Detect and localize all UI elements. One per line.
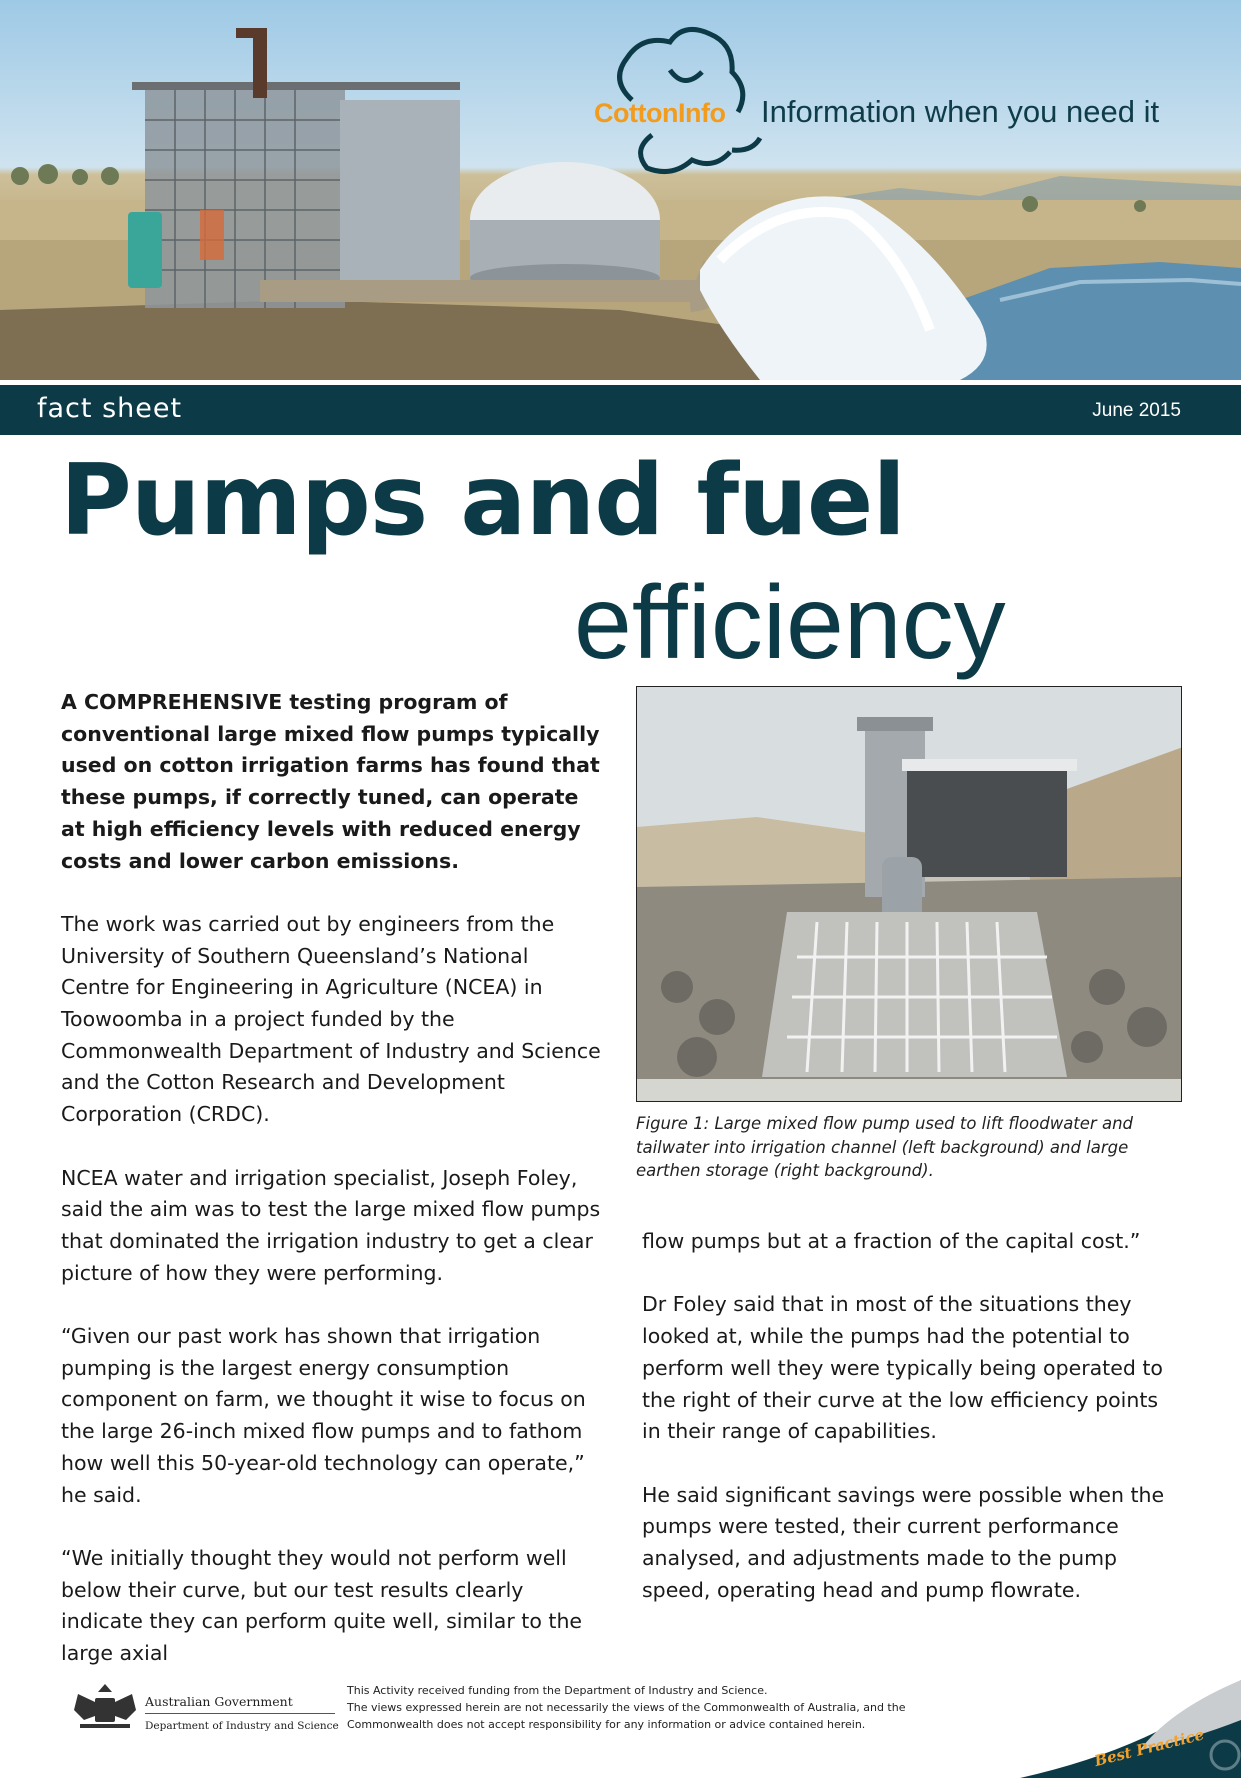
mixed-flow-pump-illustration: [637, 687, 1182, 1102]
gov-divider: [145, 1713, 335, 1714]
article-column-right: [642, 1226, 1182, 1638]
fact-sheet-band: [0, 385, 1241, 435]
body-paragraph: flow pumps but at a fraction of the capital cost.”: [642, 1229, 1141, 1253]
gov-department: Department of Industry and Science: [145, 1720, 339, 1732]
brand-logo-text: CottonInfo: [594, 98, 726, 128]
hero-photo: [0, 0, 1241, 380]
band-label: fact sheet: [37, 393, 183, 424]
figure-caption: Figure 1: Large mixed flow pump used to lift floodwater and tailwater into irrigation channel (left background) and large earthen storage (right background).: [636, 1114, 1133, 1180]
coat-of-arms-icon: [70, 1680, 140, 1740]
publication-date: June 2015: [1092, 400, 1181, 421]
brand-header: [592, 20, 1192, 180]
lead-paragraph: A COMPREHENSIVE testing program of conventional large mixed flow pumps typically used on cotton irrigation farms has found that these pumps, if correctly tuned, can operate at high efficiency levels with reduced energy costs and lower carbon emissions.: [61, 690, 600, 873]
brand-tagline: Information when you need it: [761, 94, 1160, 129]
disclaimer-line: The views expressed herein are not necessarily the views of the Commonwealth of Australia, and the: [347, 1701, 906, 1714]
body-paragraph: He said significant savings were possible when the pumps were tested, their current performance analysed, and adjustments made to the pump speed, operating head and pump flowrate.: [642, 1482, 1165, 1602]
disclaimer-line: Commonwealth does not accept responsibility for any information or advice contained herein.: [347, 1718, 866, 1731]
page-curl-corner: [1020, 1680, 1241, 1778]
body-paragraph: The work was carried out by engineers from the University of Southern Queensland’s National Centre for Engineering in Agriculture (NCEA) in Toowoomba in a project funded by the Commonwealth Department of Industry and Science and the Cotton Research and Development Corporation (CRDC).: [61, 911, 601, 1127]
body-paragraph: NCEA water and irrigation specialist, Joseph Foley, said the aim was to test the large mixed flow pumps that dominated the irrigation industry to get a clear picture of how they were performing.: [61, 1165, 601, 1285]
gov-name: Australian Government: [145, 1694, 293, 1709]
page-title: Pumps and fuel: [60, 444, 905, 558]
government-logo: [70, 1680, 340, 1740]
funding-disclaimer: [347, 1682, 967, 1733]
body-paragraph: Dr Foley said that in most of the situations they looked at, while the pumps had the potential to perform well they were typically being operated to the right of their curve at the low efficiency points in their range of capabilities.: [642, 1292, 1163, 1444]
body-paragraph: “Given our past work has shown that irrigation pumping is the largest energy consumption component on farm, we thought it wise to focus on the large 26-inch mixed flow pumps and to fathom how well this 50-year-old technology can operate,” he said.: [61, 1324, 586, 1507]
best-practice-badge: Best Practice: [1092, 1725, 1206, 1770]
disclaimer-line: This Activity received funding from the Department of Industry and Science.: [347, 1684, 768, 1697]
figure-photo: [636, 686, 1182, 1102]
page-subtitle: efficiency: [574, 565, 1006, 681]
body-paragraph: “We initially thought they would not perform well below their curve, but our test results clearly indicate they can perform quite well, similar to the large axial: [61, 1545, 583, 1666]
article-column-left: [61, 687, 601, 1701]
